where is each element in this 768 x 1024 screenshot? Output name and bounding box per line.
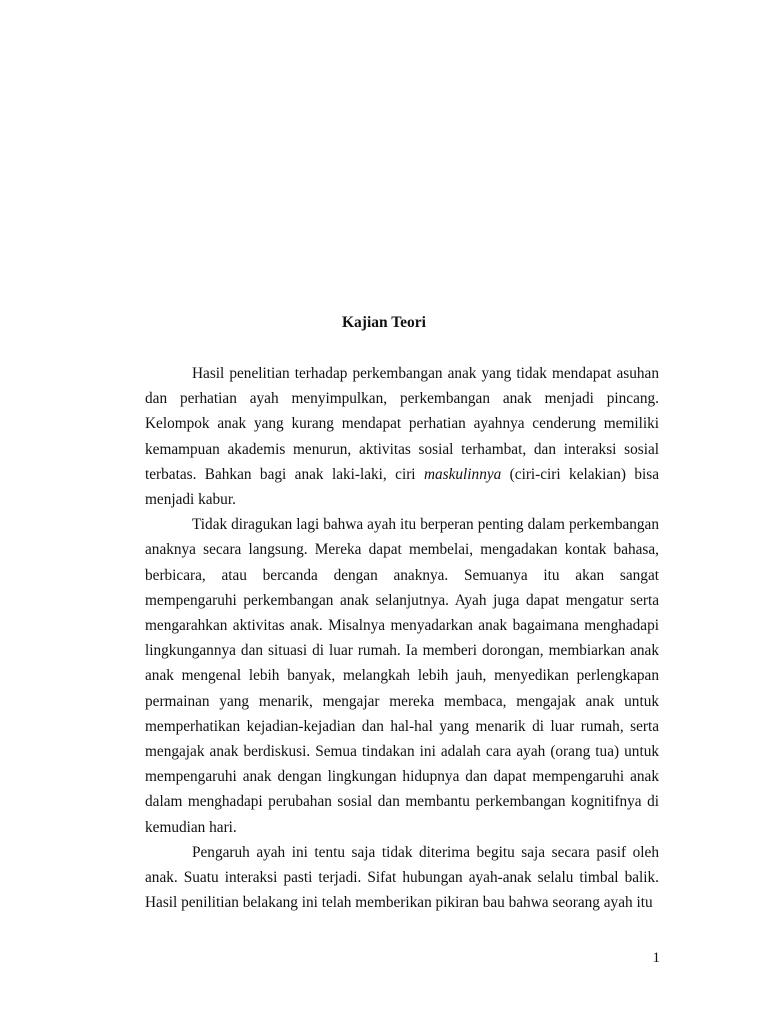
paragraph-1-italic-term: maskulinnya [423, 465, 502, 483]
paragraph-1 [145, 361, 659, 512]
body-text [145, 361, 659, 915]
page-title: Kajian Teori [342, 314, 426, 331]
paragraph-3: Pengaruh ayah ini tentu saja tidak diterima begitu saja secara pasif oleh anak. Suatu interaksi pasti terjadi. Sifat hubungan ayah-anak selalu timbal balik. Hasil penilitian belakang ini telah memberikan pikiran bau bahwa seorang ayah itu [145, 843, 659, 912]
paragraph-2: Tidak diragukan lagi bahwa ayah itu berperan penting dalam perkembangan anaknya secara langsung. Mereka dapat membelai, mengadakan kontak bahasa, berbicara, atau bercanda dengan anaknya. Semuanya itu akan sangat mempengaruhi perkembangan anak selanjutnya. Ayah juga dapat mengatur serta mengarahkan aktivitas anak. Misalnya menyadarkan anak bagaimana menghadapi lingkungannya dan situasi di luar rumah. Ia memberi dorongan, membiarkan anak anak mengenal lebih banyak, melangkah lebih jauh, menyedikan perlengkapan permainan yang menarik, mengajar mereka membaca, mengajak anak untuk memperhatikan kejadian-kejadian dan hal-hal yang menarik di luar rumah, serta mengajak anak berdiskusi. Semua tindakan ini adalah cara ayah (orang tua) untuk mempengaruhi anak dengan lingkungan hidupnya dan dapat mempengaruhi anak dalam menghadapi perubahan sosial dan membantu perkembangan kognitifnya di kemudian hari. [145, 516, 659, 836]
paragraph-1-text-end: (ciri-ciri kelakian) bisa menjadi kabur. [145, 465, 660, 509]
page-number: 1 [652, 950, 660, 966]
paragraph-1-text-start: Hasil penelitian terhadap perkembangan anak yang tidak mendapat asuhan dan perhatian ayah menyimpulkan, perkembangan anak menjadi pincang. Kelompok anak yang kurang mendapat perhatian ayahnya cenderung memiliki kemampuan akademis menurun, aktivitas sosial terhambat, dan interaksi sosial terbatas. Bahkan bagi anak laki-laki, ciri [145, 365, 659, 483]
